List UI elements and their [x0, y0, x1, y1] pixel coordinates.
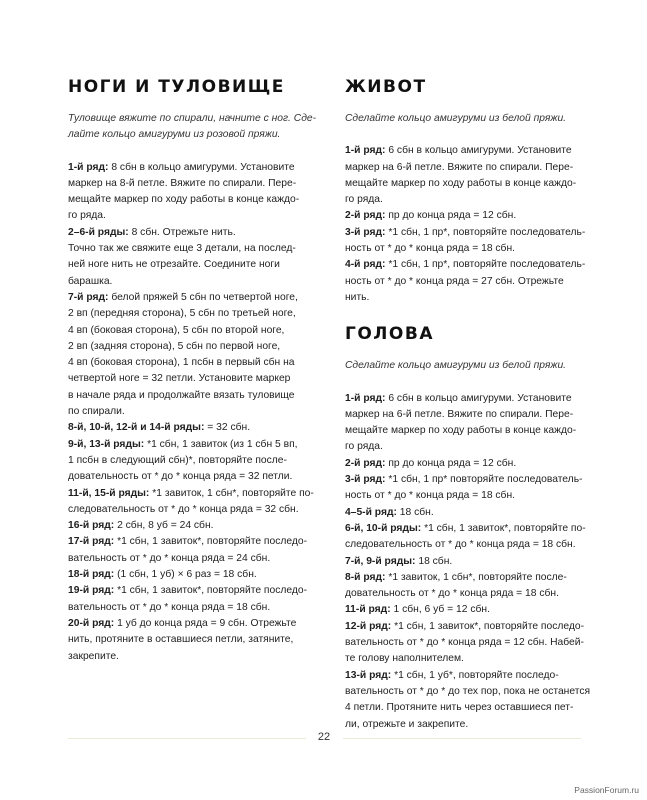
- instruction-line: [68, 453, 320, 469]
- row-text: *1 завиток, 1 сбн*, повторяйте после-: [385, 571, 567, 583]
- instruction-line: [68, 160, 320, 176]
- row-label: 6-й, 10-й ряды:: [345, 522, 422, 534]
- section-title-legs-body: НОГИ И ТУЛОВИЩЕ: [68, 77, 285, 97]
- row-label: 2-й ряд:: [345, 210, 386, 222]
- left-column: [68, 77, 320, 665]
- instruction-line: [68, 534, 320, 550]
- row-text: *1 сбн, 1 завиток (из 1 сбн 5 вп,: [144, 438, 298, 450]
- row-text: маркер на 8-й петле. Вяжите по спирали. Пере-: [68, 177, 297, 189]
- row-label: 3-й ряд:: [345, 474, 386, 486]
- instruction-line: [345, 635, 607, 651]
- instruction-line: [345, 439, 607, 455]
- instruction-line: [345, 488, 607, 504]
- row-label: 17-й ряд:: [68, 536, 115, 548]
- instruction-line: [345, 537, 607, 553]
- row-text: *1 сбн, 1 пр* повторяйте последователь-: [385, 474, 583, 486]
- section-title-belly: ЖИВОТ: [345, 77, 427, 97]
- row-label: 20-й ряд:: [68, 617, 115, 629]
- row-label: 4–5-й ряд:: [345, 506, 397, 518]
- instruction-line: [68, 306, 320, 322]
- instruction-line: [345, 176, 607, 192]
- row-text: *1 сбн, 1 завиток*, повторяйте последо-: [114, 536, 308, 548]
- instruction-line: [68, 257, 320, 273]
- instruction-line: [68, 649, 320, 665]
- row-label: 2-й ряд:: [345, 457, 386, 469]
- row-label: 7-й, 9-й ряды:: [345, 555, 416, 567]
- row-text: *1 завиток, 1 сбн*, повторяйте по-: [149, 487, 314, 499]
- row-text: мещайте маркер по ходу работы в конце каждо-: [345, 177, 577, 189]
- row-text: белой пряжей 5 сбн по четвертой ноге,: [108, 291, 298, 303]
- intro-line: Туловище вяжите по спирали, начните с ног. Сде-: [68, 113, 317, 124]
- row-text: те голову наполнителем.: [345, 653, 464, 665]
- row-text: довательность от * до * конца ряда = 32 петли.: [68, 471, 293, 483]
- instruction-line: [345, 391, 607, 407]
- row-label: 19-й ряд:: [68, 585, 115, 597]
- instructions-legs-body: [68, 160, 320, 665]
- instruction-line: [68, 420, 320, 436]
- row-label: 1-й ряд:: [345, 145, 386, 157]
- row-text: четвертой ноге = 32 петли. Установите маркер: [68, 373, 291, 385]
- instruction-line: [68, 518, 320, 534]
- instruction-line: [345, 668, 607, 684]
- row-text: ли, отрежьте и закрепите.: [345, 718, 469, 730]
- row-text: ней ноге нить не отрезайте. Соедините ноги: [68, 259, 280, 271]
- instruction-line: [345, 602, 607, 618]
- row-text: маркер на 6-й петле. Вяжите по спирали. Пере-: [345, 161, 574, 173]
- row-label: 13-й ряд:: [345, 669, 392, 681]
- instruction-line: [68, 176, 320, 192]
- row-label: 9-й, 13-й ряды:: [68, 438, 145, 450]
- row-text: 18 сбн.: [396, 506, 434, 518]
- instruction-line: [345, 586, 607, 602]
- row-label: 1-й ряд:: [345, 392, 386, 404]
- row-text: мещайте маркер по ходу работы в конце каждо-: [68, 194, 300, 206]
- instruction-line: [68, 388, 320, 404]
- instruction-line: [68, 437, 320, 453]
- row-text: нить, протяните в оставшиеся петли, затяните,: [68, 634, 294, 646]
- row-text: ность от * до * конца ряда = 27 сбн. Отрежьте: [345, 275, 564, 287]
- section-title-head: ГОЛОВА: [345, 324, 434, 345]
- row-text: 18 сбн.: [415, 555, 453, 567]
- instruction-line: [345, 521, 607, 537]
- row-label: 2–6-й ряды:: [68, 226, 129, 238]
- row-text: вательность от * до * до тех пор, пока не останется: [345, 685, 591, 697]
- row-text: 1 уб до конца ряда = 9 сбн. Отрежьте: [114, 617, 297, 629]
- instruction-line: [345, 570, 607, 586]
- instruction-line: [345, 651, 607, 667]
- row-text: 2 вп (передняя сторона), 5 сбн по третьей ноге,: [68, 308, 296, 320]
- instruction-line: [345, 554, 607, 570]
- instruction-line: [68, 208, 320, 224]
- intro-line: Сделайте кольцо амигуруми из белой пряжи.: [345, 113, 567, 124]
- row-text: 4 петли. Протяните нить через оставшиеся пет-: [345, 702, 574, 714]
- row-text: 2 вп (задняя сторона), 5 сбн по первой ноге,: [68, 340, 281, 352]
- row-text: нить.: [345, 291, 370, 303]
- instruction-line: [345, 160, 607, 176]
- row-label: 12-й ряд:: [345, 620, 392, 632]
- watermark: PassionForum.ru: [574, 785, 639, 795]
- instruction-line: [345, 274, 607, 290]
- instruction-line: [68, 583, 320, 599]
- instruction-line: [68, 323, 320, 339]
- instruction-line: [345, 241, 607, 257]
- row-label: 8-й ряд:: [345, 571, 386, 583]
- row-text: = 32 сбн.: [204, 422, 251, 434]
- row-text: 8 сбн в кольцо амигуруми. Установите: [108, 161, 295, 173]
- row-text: 1 псбн в следующий сбн)*, повторяйте после-: [68, 454, 287, 466]
- row-label: 18-й ряд:: [68, 569, 115, 581]
- instruction-line: [68, 225, 320, 241]
- row-label: 3-й ряд:: [345, 226, 386, 238]
- row-text: следовательность от * до * конца ряда = 18 сбн.: [345, 539, 576, 551]
- instruction-line: [68, 600, 320, 616]
- row-text: *1 сбн, 1 пр*, повторяйте последователь-: [385, 226, 586, 238]
- row-text: пр до конца ряда = 12 сбн.: [385, 210, 517, 222]
- instruction-line: [68, 567, 320, 583]
- right-column: [345, 77, 607, 733]
- instruction-line: [345, 407, 607, 423]
- row-text: 4 вп (боковая сторона), 5 сбн по второй ноге,: [68, 324, 285, 336]
- row-label: 16-й ряд:: [68, 520, 115, 532]
- row-text: 2 сбн, 8 уб = 24 сбн.: [114, 520, 214, 532]
- instruction-line: [68, 632, 320, 648]
- instruction-line: [345, 143, 607, 159]
- instruction-line: [345, 717, 607, 733]
- row-text: следовательность от * до * конца ряда = 32 сбн.: [68, 503, 299, 515]
- row-label: 7-й ряд:: [68, 291, 109, 303]
- intro-line: лайте кольцо амигуруми из розовой пряжи.: [68, 129, 281, 141]
- intro-belly: [345, 111, 607, 127]
- row-label: 11-й, 15-й ряды:: [68, 487, 150, 499]
- row-text: мещайте маркер по ходу работы в конце каждо-: [345, 425, 577, 437]
- instruction-line: [345, 456, 607, 472]
- row-text: *1 сбн, 1 завиток*, повторяйте последо-: [391, 620, 585, 632]
- instruction-line: [345, 505, 607, 521]
- page-number: 22: [317, 731, 331, 743]
- row-text: 6 сбн в кольцо амигуруми. Установите: [385, 392, 572, 404]
- instructions-belly: [345, 143, 607, 306]
- row-label: 1-й ряд:: [68, 161, 109, 173]
- instructions-head: [345, 391, 607, 733]
- row-text: барашка.: [68, 275, 113, 287]
- instruction-line: [68, 486, 320, 502]
- row-text: вательность от * до * конца ряда = 24 сбн.: [68, 552, 271, 564]
- instruction-line: [345, 208, 607, 224]
- row-text: вательность от * до * конца ряда = 18 сбн.: [68, 601, 271, 613]
- row-text: пр до конца ряда = 12 сбн.: [385, 457, 517, 469]
- row-text: *1 сбн, 1 пр*, повторяйте последователь-: [385, 259, 586, 271]
- instruction-line: [345, 225, 607, 241]
- row-text: *1 сбн, 1 завиток*, повторяйте последо-: [114, 585, 308, 597]
- intro-legs-body: [68, 111, 320, 144]
- instruction-line: [345, 700, 607, 716]
- row-text: 4 вп (боковая сторона), 1 псбн в первый сбн на: [68, 357, 295, 369]
- row-text: довательность от * до * конца ряда = 18 сбн.: [345, 588, 559, 600]
- row-text: Точно так же свяжите еще 3 детали, на послед-: [68, 243, 296, 255]
- instruction-line: [68, 616, 320, 632]
- instruction-line: [345, 472, 607, 488]
- footer-rule-right: [343, 738, 581, 739]
- instruction-line: [68, 404, 320, 420]
- row-text: ность от * до * конца ряда = 18 сбн.: [345, 243, 515, 255]
- instruction-line: [68, 502, 320, 518]
- instruction-line: [68, 371, 320, 387]
- instruction-line: [68, 551, 320, 567]
- instruction-line: [68, 339, 320, 355]
- intro-line: Сделайте кольцо амигуруми из белой пряжи.: [345, 360, 567, 372]
- instruction-line: [345, 684, 607, 700]
- row-label: 8-й, 10-й, 12-й и 14-й ряды:: [68, 422, 205, 434]
- footer-rule-left: [68, 738, 306, 739]
- instruction-line: [68, 290, 320, 306]
- row-text: в начале ряда и продолжайте вязать туловище: [68, 389, 295, 401]
- row-text: маркер на 6-й петле. Вяжите по спирали. Пере-: [345, 408, 574, 420]
- instruction-line: [68, 274, 320, 290]
- row-text: го ряда.: [68, 210, 106, 222]
- row-text: (1 сбн, 1 уб) × 6 раз = 18 сбн.: [114, 569, 257, 581]
- instruction-line: [345, 257, 607, 273]
- instruction-line: [345, 192, 607, 208]
- row-label: 4-й ряд:: [345, 259, 386, 271]
- row-text: *1 сбн, 1 уб*, повторяйте последо-: [391, 669, 559, 681]
- instruction-line: [345, 619, 607, 635]
- instruction-line: [345, 423, 607, 439]
- row-label: 11-й ряд:: [345, 604, 391, 616]
- instruction-line: [68, 241, 320, 257]
- instruction-line: [68, 355, 320, 371]
- row-text: *1 сбн, 1 завиток*, повторяйте по-: [421, 522, 586, 534]
- row-text: 8 сбн. Отрежьте нить.: [128, 226, 236, 238]
- row-text: закрепите.: [68, 650, 119, 662]
- row-text: 1 сбн, 6 уб = 12 сбн.: [390, 604, 490, 616]
- intro-head: [345, 358, 607, 374]
- row-text: го ряда.: [345, 441, 383, 453]
- row-text: ность от * до * конца ряда = 18 сбн.: [345, 490, 515, 502]
- row-text: по спирали.: [68, 406, 125, 418]
- instruction-line: [68, 192, 320, 208]
- row-text: 6 сбн в кольцо амигуруми. Установите: [385, 145, 572, 157]
- row-text: го ряда.: [345, 194, 383, 206]
- instruction-line: [68, 469, 320, 485]
- instruction-line: [345, 290, 607, 306]
- row-text: вательность от * до * конца ряда = 12 сбн. Набей-: [345, 637, 584, 649]
